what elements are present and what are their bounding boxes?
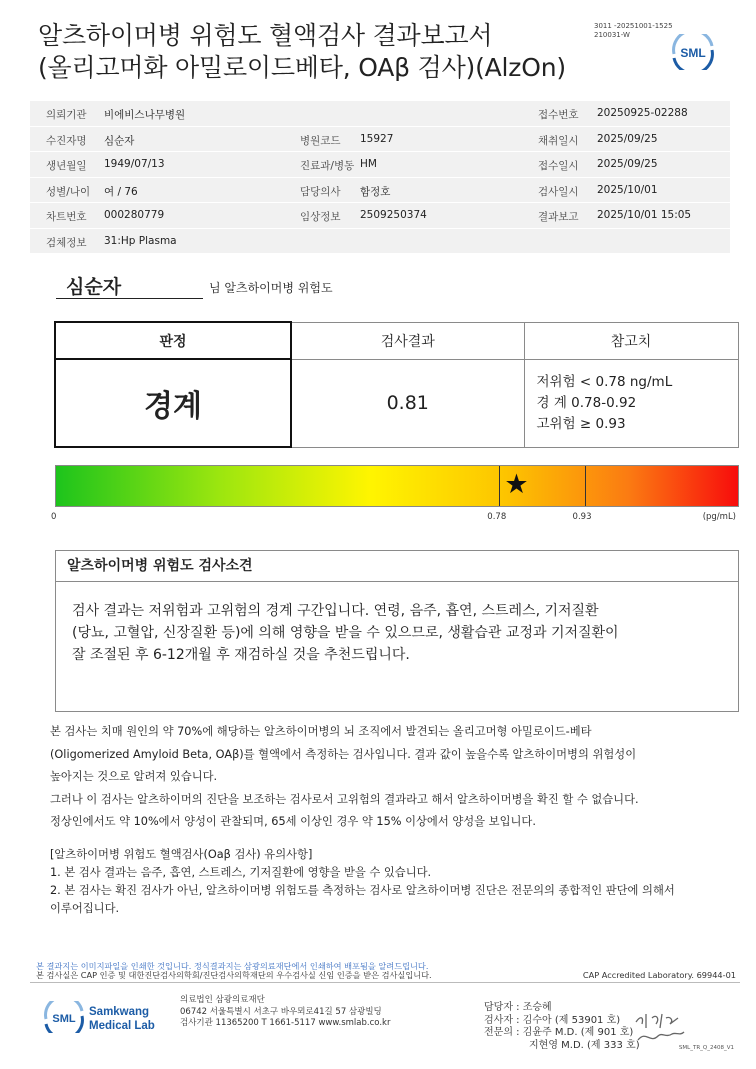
info-row — [30, 127, 730, 153]
form-code: SML_TR_Q_2408_V1 — [678, 1045, 734, 1051]
description-line: (Oligomerized Amyloid Beta, OAβ)를 혈액에서 측정하는 검사입니다. 결과 값이 높을수록 알츠하이머병의 위험성이 — [50, 747, 637, 761]
receipt-no-label: 접수번호 — [538, 109, 579, 121]
staff-line: 전문의 : 김윤주 M.D. (제 901 호) — [484, 1027, 634, 1038]
samkwang-logo-sml: SML — [52, 1013, 76, 1025]
precautions-heading: [알츠하이머병 위험도 혈액검사(Oaβ 검사) 유의사항] — [50, 848, 313, 861]
staff-block — [484, 1002, 640, 1052]
risk-patient-name: 심순자 — [66, 276, 122, 298]
info-row — [30, 203, 730, 229]
precautions — [50, 846, 750, 918]
staff-line: 검사자 : 김수아 (제 53901 호) — [484, 1014, 621, 1026]
precaution-line: 2. 본 검사는 확진 검사가 아닌, 알츠하이머병 위험도를 측정하는 검사로 알츠하이머병 진단은 전문의의 종합적인 판단에 의해서 — [50, 884, 675, 897]
result-table — [54, 321, 739, 448]
patient-label: 수진자명 — [46, 134, 87, 147]
print-watermark: 본 결과지는 이미지파일을 인쇄한 것입니다. 정식결과지는 삼광의료재단에서 인쇄하여 배포됨을 알려드립니다. — [36, 961, 429, 971]
ref-border: 경 계 0.78-0.92 — [536, 394, 637, 411]
gauge-unit: (pg/mL) — [702, 512, 736, 522]
dept-label: 진료과/병동 — [300, 160, 355, 172]
findings-line: (당뇨, 고혈압, 신장질환 등)에 의해 영향을 받을 수 있으므로, 생활습관 교정과 기저질환이 — [72, 625, 619, 641]
test-date-value: 2025/10/01 — [597, 183, 658, 196]
findings-box — [55, 550, 739, 712]
report-date-value: 2025/10/01 15:05 — [597, 209, 692, 221]
doctor-label: 담당의사 — [300, 185, 341, 198]
report-date-label: 결과보고 — [538, 211, 579, 223]
lab-address: 06742 서울특별시 서초구 바우뫼로41길 57 삼광빌딩 — [180, 1006, 382, 1017]
dept-value: HM — [360, 158, 377, 170]
star-icon: ★ — [504, 469, 529, 500]
doc-code — [594, 22, 673, 40]
findings-heading: 알츠하이머병 위험도 검사소견 — [56, 551, 738, 582]
report-title-line2: (올리고머화 아밀로이드베타, OAβ 검사)(AlzOn) — [38, 53, 566, 82]
clinical-label: 임상정보 — [300, 211, 341, 223]
test-description — [50, 721, 750, 834]
result-header: 검사결과 — [291, 322, 524, 359]
info-row — [30, 152, 730, 178]
specimen-label: 검체정보 — [46, 236, 87, 249]
staff-line: 지현영 M.D. (제 333 호) — [529, 1039, 640, 1051]
doc-code-line2: 210031-W — [594, 31, 630, 39]
samkwang-logo — [44, 1001, 174, 1037]
precaution-line: 1. 본 검사 결과는 음주, 흡연, 스트레스, 기저질환에 영향을 받을 수 있습니다. — [50, 866, 432, 879]
judge-header: 판정 — [55, 322, 291, 359]
precaution-line: 이루어집니다. — [50, 902, 120, 915]
sml-logo-text: SML — [680, 46, 706, 60]
findings-line: 잘 조절된 후 6-12개월 후 재검하실 것을 추천드립니다. — [72, 647, 410, 663]
ref-header: 참고치 — [524, 322, 738, 359]
lab-org: 의료법인 삼광의료재단 — [180, 995, 265, 1005]
lab-address-block — [180, 995, 390, 1030]
ref-high: 고위험 ≥ 0.93 — [536, 415, 626, 432]
cert-note: 본 검사실은 CAP 인증 및 대한진단검사의학회/진단검사의학재단의 우수검사실 신임 인증을 받은 검사실입니다. — [36, 970, 432, 980]
chart-no-value: 000280779 — [104, 209, 165, 221]
description-line: 본 검사는 치매 원인의 약 70%에 해당하는 알츠하이머병의 뇌 조직에서 발견되는 올리고머형 아밀로이드-베타 — [50, 725, 592, 738]
lab-contact: 검사기관 11365200 T 1661-5117 www.smlab.co.kr — [180, 1018, 391, 1028]
samkwang-logo-name-2: Medical Lab — [89, 1020, 155, 1032]
institution-value: 비에비스나무병원 — [104, 109, 186, 121]
samkwang-logo-name-1: Samkwang — [89, 1006, 150, 1018]
doctor-value: 함정호 — [360, 185, 391, 198]
judge-value: 경계 — [55, 359, 291, 447]
chart-no-label: 차트번호 — [46, 211, 87, 223]
receipt-date-value: 2025/09/25 — [597, 158, 658, 170]
reference-range — [524, 359, 738, 447]
sex-age-value: 여 / 76 — [104, 185, 138, 198]
report-title-line1: 알츠하이머병 위험도 혈액검사 결과보고서 — [38, 21, 493, 50]
cap-accreditation: CAP Accredited Laboratory. 69944-01 — [582, 970, 736, 980]
gauge-cutoff-high-line — [585, 466, 586, 506]
gauge-cutoff-low-line — [499, 466, 500, 506]
patient-info-panel — [30, 101, 730, 253]
risk-gauge-bar — [55, 465, 739, 507]
institution-label: 의뢰기관 — [46, 109, 87, 121]
collect-date-value: 2025/09/25 — [597, 132, 658, 145]
risk-heading-suffix: 님 알츠하이머병 위험도 — [209, 281, 333, 295]
staff-line: 담당자 : 조승혜 — [484, 1002, 552, 1013]
gauge-tick-low: 0.78 — [487, 512, 507, 522]
result-value: 0.81 — [291, 359, 524, 447]
ref-low: 저위험 < 0.78 ng/mL — [536, 373, 673, 390]
result-table-header — [55, 322, 738, 359]
report-title — [38, 20, 566, 84]
test-date-label: 검사일시 — [538, 185, 579, 198]
findings-line: 검사 결과는 저위험과 고위험의 경계 구간입니다. 연령, 음주, 흡연, 스트레스, 기저질환 — [72, 603, 599, 619]
name-underline — [56, 298, 203, 299]
info-row — [30, 229, 730, 254]
specimen-value: 31:Hp Plasma — [104, 234, 177, 247]
hospital-code-label: 병원코드 — [300, 134, 341, 147]
collect-date-label: 채취일시 — [538, 134, 579, 147]
result-table-row — [55, 359, 738, 447]
info-row — [30, 178, 730, 204]
signature-icon — [630, 1008, 688, 1048]
hospital-code-value: 15927 — [360, 132, 394, 145]
doc-code-line1: 3011 -20251001-1525 — [594, 22, 673, 30]
gauge-tick-high: 0.93 — [572, 512, 592, 522]
description-line: 높아지는 것으로 알려져 있습니다. — [50, 770, 218, 783]
sex-age-label: 성별/나이 — [46, 185, 91, 198]
dob-value: 1949/07/13 — [104, 158, 165, 170]
receipt-date-label: 접수일시 — [538, 160, 579, 172]
sml-logo-icon — [671, 34, 715, 70]
samkwang-logo-icon — [44, 1001, 174, 1033]
info-row — [30, 101, 730, 127]
description-line: 정상인에서도 약 10%에서 양성이 관찰되며, 65세 이상인 경우 약 15% 이상에서 양성을 보입니다. — [50, 815, 536, 828]
description-line: 그러나 이 검사는 알츠하이머의 진단을 보조하는 검사로서 고위험의 결과라고 해서 알츠하이머병을 확진 할 수 없습니다. — [50, 792, 639, 806]
footer-divider — [30, 982, 740, 983]
receipt-no-value: 20250925-02288 — [597, 107, 688, 119]
dob-label: 생년월일 — [46, 160, 87, 172]
gauge-tick-0: 0 — [51, 512, 57, 522]
findings-body — [56, 582, 738, 666]
clinical-value: 2509250374 — [360, 209, 427, 221]
patient-value: 심순자 — [104, 134, 135, 147]
